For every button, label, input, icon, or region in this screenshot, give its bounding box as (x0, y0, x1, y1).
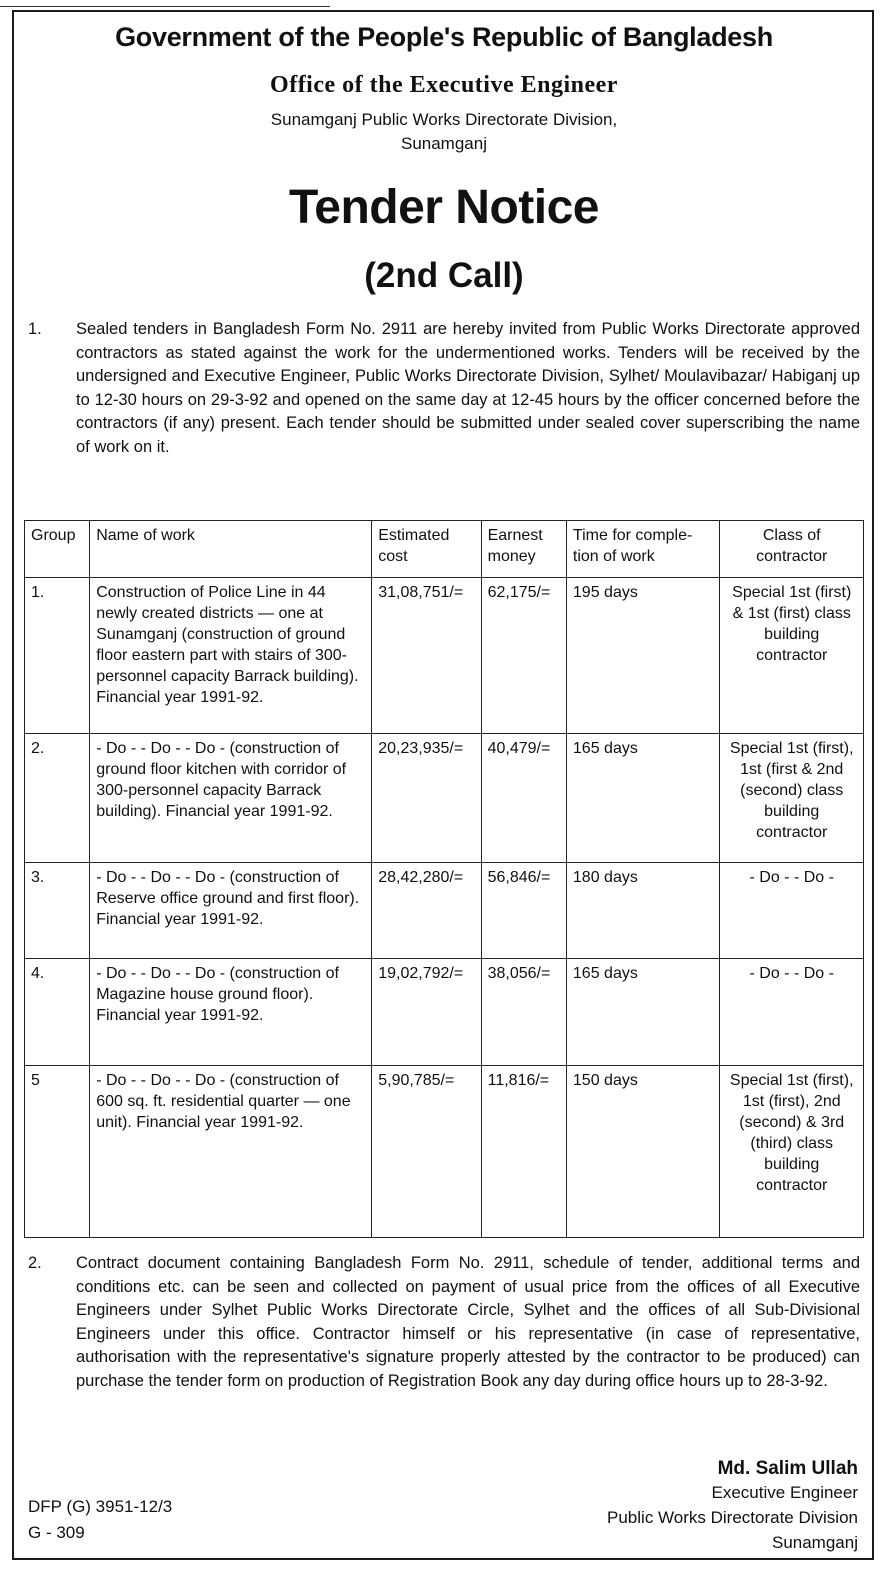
cell-cost: 19,02,792/= (372, 959, 481, 1066)
paragraph-1-text: Sealed tenders in Bangladesh Form No. 2911 are hereby invited from Public Works Directorate approved contractors as stated against the work for the undermentioned works. Tenders will be received by the undersigned and Executive Engineer, Public Works Directorate Division, Sylhet/ Moulavibazar/ Habiganj up to 12-30 hours on 29-3-92 and opened on the same day at 12-45 hours by the officer concerned before the contractors (if any) present. Each tender should be submitted under sealed cover superscribing the name of work on it. (76, 320, 860, 456)
paragraph-1-number: 1. (28, 320, 42, 338)
header-name: Name of work (90, 521, 372, 578)
top-rule (0, 0, 330, 7)
cell-money: 62,175/= (481, 578, 566, 734)
table-row (25, 578, 864, 734)
cell-group: 1. (25, 578, 90, 734)
cell-group: 3. (25, 862, 90, 959)
cell-group: 2. (25, 733, 90, 862)
table-row (25, 1066, 864, 1238)
cell-class: Special 1st (first), 1st (first), 2nd (second) & 3rd (third) class building contractor (720, 1066, 864, 1238)
signatory-block (607, 1480, 858, 1555)
cell-cost: 28,42,280/= (372, 862, 481, 959)
cell-group: 4. (25, 959, 90, 1066)
paragraph-2 (28, 1252, 860, 1442)
paragraph-2-text: Contract document containing Bangladesh Form No. 2911, schedule of tender, additional terms and conditions etc. can be seen and collected on payment of usual price from the offices of all Executive Engineers under Sylhet Public Works Directorate Circle, Sylhet and the offices of all Sub-Divisional Engineers under this office. Contractor himself or his representative (in case of representative, authorisation with the representative's signature properly attested by the contractor to be produced) can purchase the tender form on production of Registration Book any day during office hours up to 28-3-92. (76, 1254, 860, 1390)
cell-class: Special 1st (first), 1st (first & 2nd (second) class building contractor (720, 733, 864, 862)
division-line-2: Sunamganj (400, 134, 487, 153)
g-reference: G - 309 (28, 1523, 85, 1542)
table-row (25, 862, 864, 959)
signatory-designation: Executive Engineer (711, 1483, 858, 1502)
signatory-name: Md. Salim Ullah (717, 1458, 858, 1479)
table-row (25, 959, 864, 1066)
cell-class: Special 1st (first) & 1st (first) class building contractor (720, 578, 864, 734)
header-money: Earnest money (481, 521, 566, 578)
cell-name: - Do - - Do - - Do - (construction of 600 sq. ft. residential quarter — one unit). Financial year 1991-92. (90, 1066, 372, 1238)
government-heading: Government of the People's Republic of Bangladesh (115, 22, 773, 52)
call-subtitle: (2nd Call) (364, 256, 524, 295)
table-header-row (25, 521, 864, 578)
cell-time: 195 days (566, 578, 720, 734)
cell-cost: 5,90,785/= (372, 1066, 481, 1238)
signatory-place: Sunamganj (771, 1533, 858, 1552)
cell-cost: 31,08,751/= (372, 578, 481, 734)
signatory-division: Public Works Directorate Division (607, 1508, 858, 1527)
cell-time: 165 days (566, 733, 720, 862)
header-class: Class of contractor (720, 521, 864, 578)
cell-money: 38,056/= (481, 959, 566, 1066)
header-group: Group (25, 521, 90, 578)
cell-time: 180 days (566, 862, 720, 959)
division-line-1: Sunamganj Public Works Directorate Division, (270, 110, 618, 129)
cell-name: - Do - - Do - - Do - (construction of ground floor kitchen with corridor of 300-personnel capacity Barrack building). Financial year 1991-92. (90, 733, 372, 862)
office-heading: Office of the Executive Engineer (270, 72, 618, 98)
cell-money: 56,846/= (481, 862, 566, 959)
cell-money: 40,479/= (481, 733, 566, 862)
table-row (25, 733, 864, 862)
cell-name: Construction of Police Line in 44 newly created districts — one at Sunamganj (construction of ground floor eastern part with stairs of 300-personnel capacity Barrack building). Financial year 1991-92. (90, 578, 372, 734)
cell-cost: 20,23,935/= (372, 733, 481, 862)
cell-name: - Do - - Do - - Do - (construction of Reserve office ground and first floor). Financial year 1991-92. (90, 862, 372, 959)
paragraph-2-number: 2. (28, 1254, 42, 1272)
paragraph-1 (28, 318, 860, 518)
header-time: Time for comple-tion of work (566, 521, 720, 578)
cell-time: 150 days (566, 1066, 720, 1238)
cell-class: - Do - - Do - (720, 959, 864, 1066)
cell-name: - Do - - Do - - Do - (construction of Magazine house ground floor). Financial year 1991-92. (90, 959, 372, 1066)
cell-money: 11,816/= (481, 1066, 566, 1238)
notice-title: Tender Notice (289, 181, 599, 234)
cell-group: 5 (25, 1066, 90, 1238)
cell-time: 165 days (566, 959, 720, 1066)
tender-table (24, 520, 864, 1238)
header-cost: Estimated cost (372, 521, 481, 578)
dfp-reference: DFP (G) 3951-12/3 (28, 1497, 173, 1516)
cell-class: - Do - - Do - (720, 862, 864, 959)
